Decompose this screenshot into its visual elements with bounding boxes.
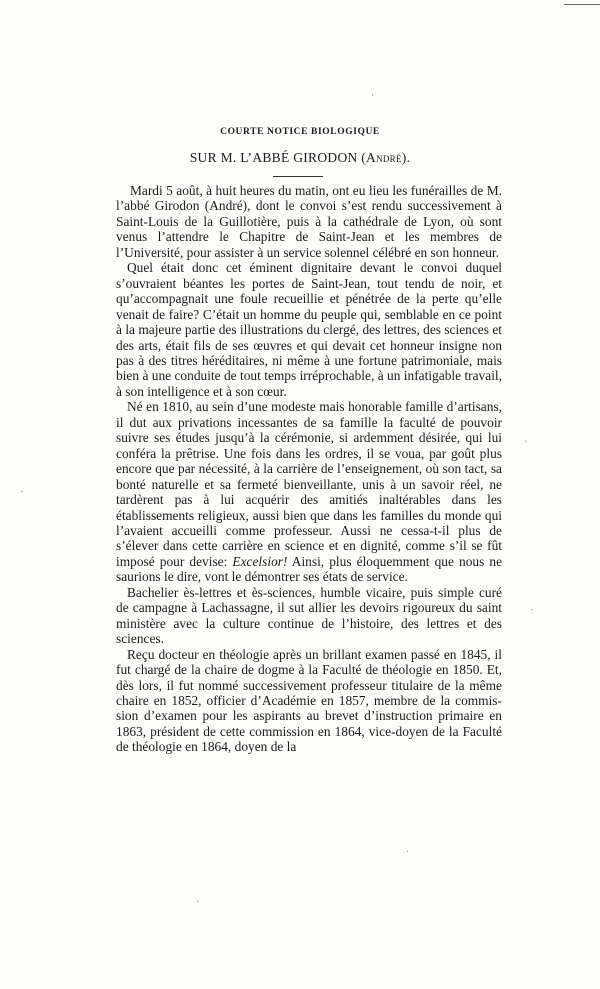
scan-edge-line [564, 4, 600, 5]
heading-suffix: ). [401, 150, 411, 165]
notice-heading [0, 150, 600, 166]
paragraph-dignitary: Quel était donc cet éminent dignitaire devant le convoi duquel s’ouvraient béantes les portes de Saint-Jean, tout tendu de noir, et qu’accompagnait une foule recueillie et pénétrée de la perte qu’elle venait de faire? C’était un homme du peuple qui, semblable en ce point à la majeure partie des illustrations du clergé, des lettres, des sciences et des arts, était fils de ses œuvres et qui devait cet honneur insigne non pas à des titres héréditaires, ni même à une fortune patrimoniale, mais bien à une conduite de tout temps irréprochable, à un infatigable travail, à son intelligence et à son cœur. [116, 260, 502, 399]
title-rule [273, 176, 323, 177]
scan-speck: · [371, 91, 375, 102]
heading-name: André [366, 150, 402, 165]
scan-speck: · [524, 437, 528, 448]
early-life-text: Né en 1810, au sein d’une modeste mais honorable famille d’artisans, il dut aux privations incessantes de sa famille la faculté de pouvoir suivre ses études jusqu’à la cérémonie, si ardemment désirée, qui lui conféra la prêtrise. Une fois dans les ordres, il se voua, par goût plus encore que par nécessité, à la carrière de l’enseignement, où son tact, sa bonté naturelle et sa fermeté bienveillante, unis à un savoir réel, ne tardèrent pas à lui acquérir des amitiés inaltérables dans les établissements religieux, aussi bien que dans les familles du monde qui l’avaient accueilli comme professeur. Aussi ne cessa-t-il plus de s’élever dans cette carrière en science et en dignité, comme s’il se fût imposé pour devise: [116, 399, 502, 569]
scan-speck: · [196, 897, 200, 908]
paragraph-funeral: Mardi 5 août, à huit heures du matin, ont eu lieu les funérailles de M. l’abbé Girodon (André), dont le convoi s’est rendu successivement à Saint-Louis de la Guillotière, puis à la cathédrale de Lyon, où sont venus l’attendre le Chapitre de Saint-Jean et les membres de l’Université, pour assister à un service solennel célébré en son honneur. [116, 183, 502, 260]
early-life-text-end: Ainsi, plus éloquemment que nous ne saurions le dire, vont le démontrer ses états de service. [116, 553, 503, 585]
motto: Excelsior! [232, 553, 288, 569]
scan-speck: · [406, 847, 410, 858]
paragraph-early-life [116, 399, 502, 584]
heading-prefix: SUR M. L’ABBÉ GIRODON ( [189, 150, 367, 165]
scan-speck: · [20, 487, 24, 498]
notice-kicker: COURTE NOTICE BIOLOGIQUE [220, 127, 380, 137]
body-text [116, 183, 502, 755]
paragraph-ministry: Bachelier ès-lettres et ès-sciences, humble vicaire, puis simple curé de campagne à Lachassagne, il sut allier les devoirs rigoureux du saint ministère avec la culture continue de l’histoire, des lettres et des sciences. [116, 584, 502, 647]
paragraph-career: Reçu docteur en théologie après un brillant examen passé en 1845, il fut chargé de la chaire de dogme à la Faculté de théologie en 1850. Et, dès lors, il fut nommé successivement professeur titulaire de la même chaire en 1852, officier d’Académie en 1857, membre de la commission d’examen pour les aspirants au brevet d’instruction primaire en 1863, président de cette commission en 1864, vice-doyen de la Faculté de théologie en 1864, doyen de la [116, 646, 502, 755]
scan-speck: · [530, 605, 534, 616]
